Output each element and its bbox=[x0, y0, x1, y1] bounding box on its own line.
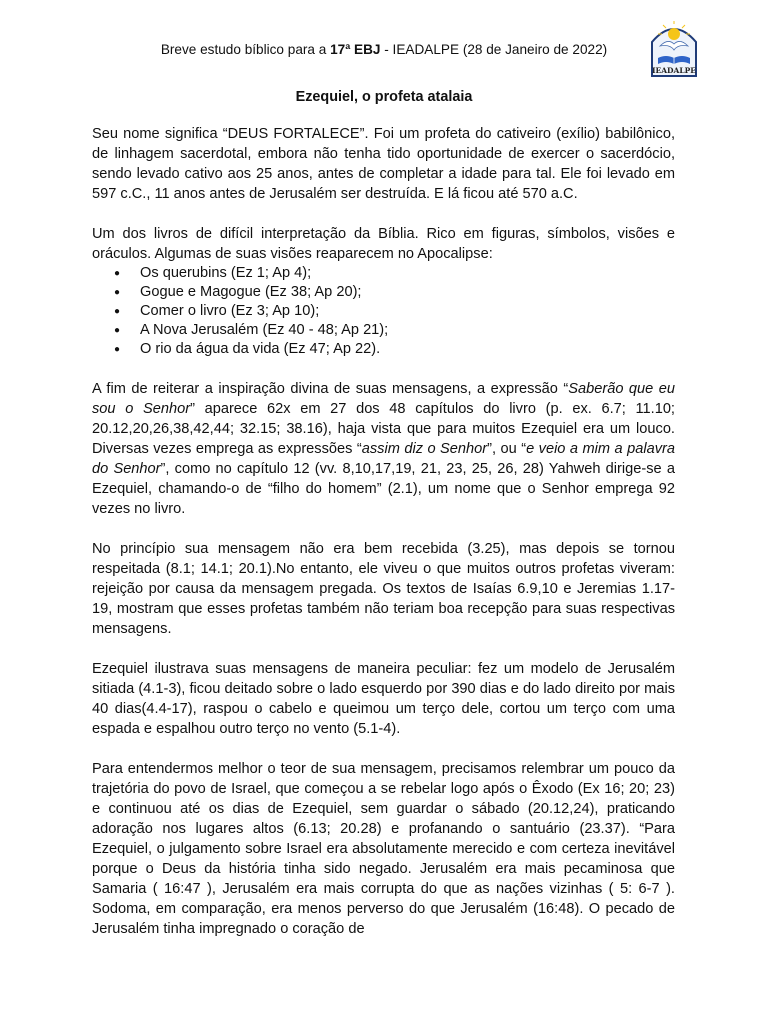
header-suffix: - IEADALPE (28 de Janeiro de 2022) bbox=[380, 42, 608, 57]
logo-text: IEADALPE bbox=[652, 66, 696, 75]
list-item: ● A Nova Jerusalém (Ez 40 - 48; Ap 21); bbox=[140, 321, 675, 340]
p3-quote: assim diz o Senhor bbox=[361, 441, 488, 457]
header-event: 17ª EBJ bbox=[330, 42, 381, 57]
p3-quote: Saberão que eu sou o Senhor bbox=[92, 381, 675, 417]
list-item: ● Comer o livro (Ez 3; Ap 10); bbox=[140, 302, 675, 321]
paragraph-6: Para entendermos melhor o teor de sua mensagem, precisamos relembrar um pouco da trajetória do povo de Israel, que começou a se rebelar logo após o Êxodo (Ex 16; 20; 23) e continuou até os dias de Ezequiel, sem guardar o sábado (20.12,24), praticando adoração nos lugares altos (6.13; 20.28) e profanando o santuário (23.37). “Para Ezequiel, o julgamento sobre Israel era absolutamente merecido e com certeza inevitável porque o Deus da história tinha sido negado. Jerusalém era mais pecaminosa que Samaria ( 16:47 ), Jerusalém era mais corrupta do que as nações vizinhas ( 5: 6-7 ). Sodoma, em comparação, era menos perverso do que Jerusalém (16:48). O pecado de Jerusalém tinha impregnado o coração de bbox=[92, 761, 675, 937]
p3-quote: e veio a mim a palavra do Senhor bbox=[92, 441, 675, 477]
header-prefix: Breve estudo bíblico para a bbox=[160, 42, 331, 57]
list-item: ● O rio da água da vida (Ez 47; Ap 22). bbox=[140, 340, 675, 359]
paragraph-3 bbox=[92, 379, 675, 519]
document-body bbox=[92, 124, 675, 959]
paragraph-2: Um dos livros de difícil interpretação da Bíblia. Rico em figuras, símbolos, visões e oráculos. Algumas de suas visões reaparecem no Apocalipse: bbox=[92, 226, 675, 262]
p3-text: ”, como no capítulo 12 (vv. 8,10,17,19, 21, 23, 25, 26, 28) Yahweh dirige-se a Ezequiel, chamando-o de “filho do homem” (2.1), um nome que o Senhor emprega 92 vezes no livro. bbox=[92, 461, 675, 517]
paragraph-4: No princípio sua mensagem não era bem recebida (3.25), mas depois se tornou respeitada (8.1; 14.1; 20.1).No entanto, ele viveu o que muitos outros profetas viveram: rejeição por causa da mensagem pregada. Os textos de Isaías 6.9,10 e Jeremias 1.17-19, mostram que esses profetas também não teriam boa recepção para suas respectivas mensagens. bbox=[92, 541, 675, 637]
p3-text: ” aparece 62x em 27 dos 48 capítulos do livro (p. ex. 6.7; 11.10; 20.12,20,26,38,42,44; 32.15; 38.16), haja vista que para muitos Ezequiel era um louco. Diversas vezes emprega as expressões “ bbox=[92, 401, 675, 457]
visions-list bbox=[92, 264, 675, 359]
paragraph-5: Ezequiel ilustrava suas mensagens de maneira peculiar: fez um modelo de Jerusalém sitiada (4.1-3), ficou deitado sobre o lado esquerdo por 390 dias e do lado direito por mais 40 dias(4.4-17), raspou o cabelo e queimou um terço dele, cortou um terço com uma espada e espalhou outro terço no vento (5.1-4). bbox=[92, 661, 675, 737]
list-item: ● Os querubins (Ez 1; Ap 4); bbox=[140, 264, 675, 283]
paragraph-1: Seu nome significa “DEUS FORTALECE”. Foi um profeta do cativeiro (exílio) babilônico, de linhagem sacerdotal, embora não tenha tido oportunidade de exercer o sacerdócio, sendo levado cativo aos 25 anos, antes de completar a idade para tal. Ele foi levado em 597 c.C., 11 anos antes de Jerusalém ser destruída. E lá ficou até 570 a.C. bbox=[92, 126, 675, 202]
p3-text: ”, ou “ bbox=[487, 441, 527, 457]
document-title: Ezequiel, o profeta atalaia bbox=[295, 89, 473, 105]
p3-text: A fim de reiterar a inspiração divina de suas mensagens, a expressão “ bbox=[92, 381, 569, 397]
list-item: ● Gogue e Magogue (Ez 38; Ap 20); bbox=[140, 283, 675, 302]
